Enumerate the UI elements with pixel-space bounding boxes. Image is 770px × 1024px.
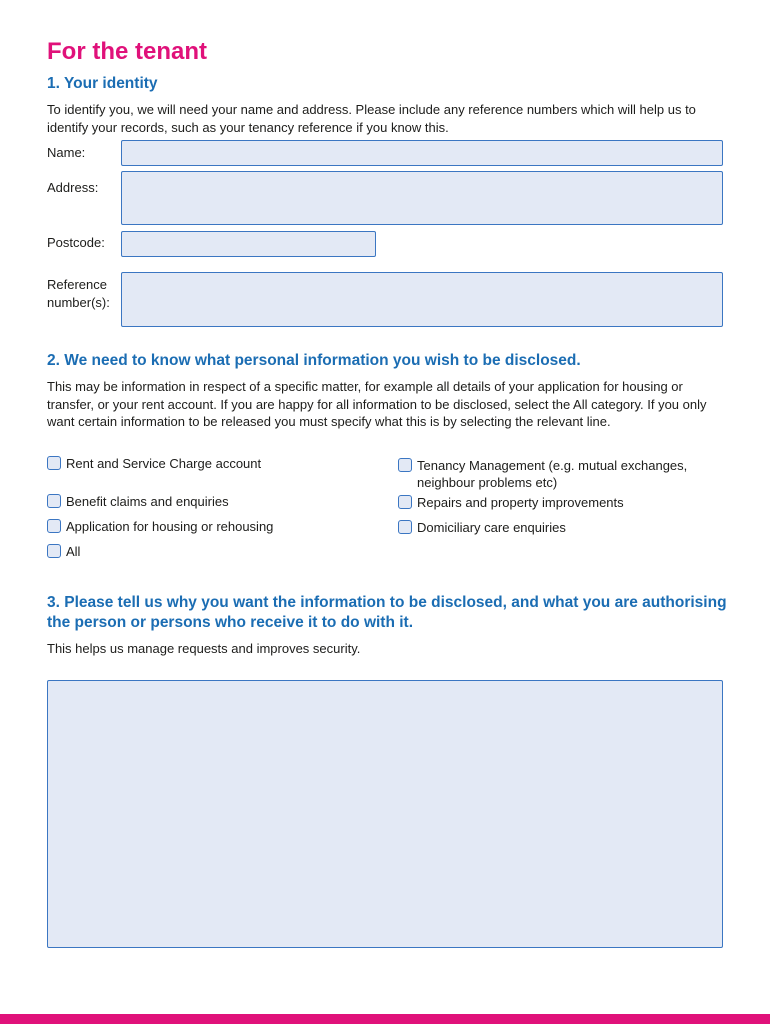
name-field[interactable] xyxy=(121,140,723,166)
footer-bar xyxy=(0,1014,770,1024)
address-label: Address: xyxy=(47,180,99,195)
option-repairs[interactable] xyxy=(398,494,624,511)
reference-label-line1: Reference xyxy=(47,277,107,292)
option-housing[interactable] xyxy=(47,518,273,535)
option-rent[interactable] xyxy=(47,455,261,472)
option-housing-label: Application for housing or rehousing xyxy=(66,519,274,534)
option-benefit-label: Benefit claims and enquiries xyxy=(66,494,229,509)
housing-checkbox[interactable] xyxy=(47,519,61,533)
option-all-label: All xyxy=(66,544,81,559)
address-field[interactable] xyxy=(121,171,723,225)
option-rent-label: Rent and Service Charge account xyxy=(66,456,262,471)
option-domiciliary[interactable] xyxy=(398,519,566,536)
tenancy-checkbox[interactable] xyxy=(398,458,412,472)
option-domiciliary-label: Domiciliary care enquiries xyxy=(417,520,566,535)
rent-checkbox[interactable] xyxy=(47,456,61,470)
section-3-intro: This helps us manage requests and improves security. xyxy=(47,641,361,656)
domiciliary-checkbox[interactable] xyxy=(398,520,412,534)
section-1-intro: To identify you, we will need your name and address. Please include any reference numbers which will help us to identify your records, such as your tenancy reference if you know this. xyxy=(47,102,696,135)
reference-field[interactable] xyxy=(121,272,723,327)
section-1-heading: 1. Your identity xyxy=(47,75,158,92)
section-3-heading: 3. Please tell us why you want the information to be disclosed, and what you are authorising the person or persons who receive it to do with it. xyxy=(47,594,727,631)
reference-label-line2: number(s): xyxy=(47,295,110,310)
all-checkbox[interactable] xyxy=(47,544,61,558)
benefit-checkbox[interactable] xyxy=(47,494,61,508)
page-title: For the tenant xyxy=(47,38,207,65)
section-2-intro: This may be information in respect of a specific matter, for example all details of your application for housing or transfer, or your rent account. If you are happy for all information to be disclosed, select the All category. If you only want certain information to be released you must specify what this is by selecting the relevant line. xyxy=(47,379,707,429)
section-2-heading: 2. We need to know what personal information you wish to be disclosed. xyxy=(47,352,581,369)
name-label: Name: xyxy=(47,145,86,160)
option-repairs-label: Repairs and property improvements xyxy=(417,495,624,510)
repairs-checkbox[interactable] xyxy=(398,495,412,509)
reason-field[interactable] xyxy=(47,680,723,948)
option-benefit[interactable] xyxy=(47,493,229,510)
option-tenancy-label: Tenancy Management (e.g. mutual exchanges, neighbour problems etc) xyxy=(417,458,688,490)
postcode-field[interactable] xyxy=(121,231,376,257)
postcode-label: Postcode: xyxy=(47,235,105,250)
option-all[interactable] xyxy=(47,543,80,560)
option-tenancy[interactable] xyxy=(398,457,728,491)
